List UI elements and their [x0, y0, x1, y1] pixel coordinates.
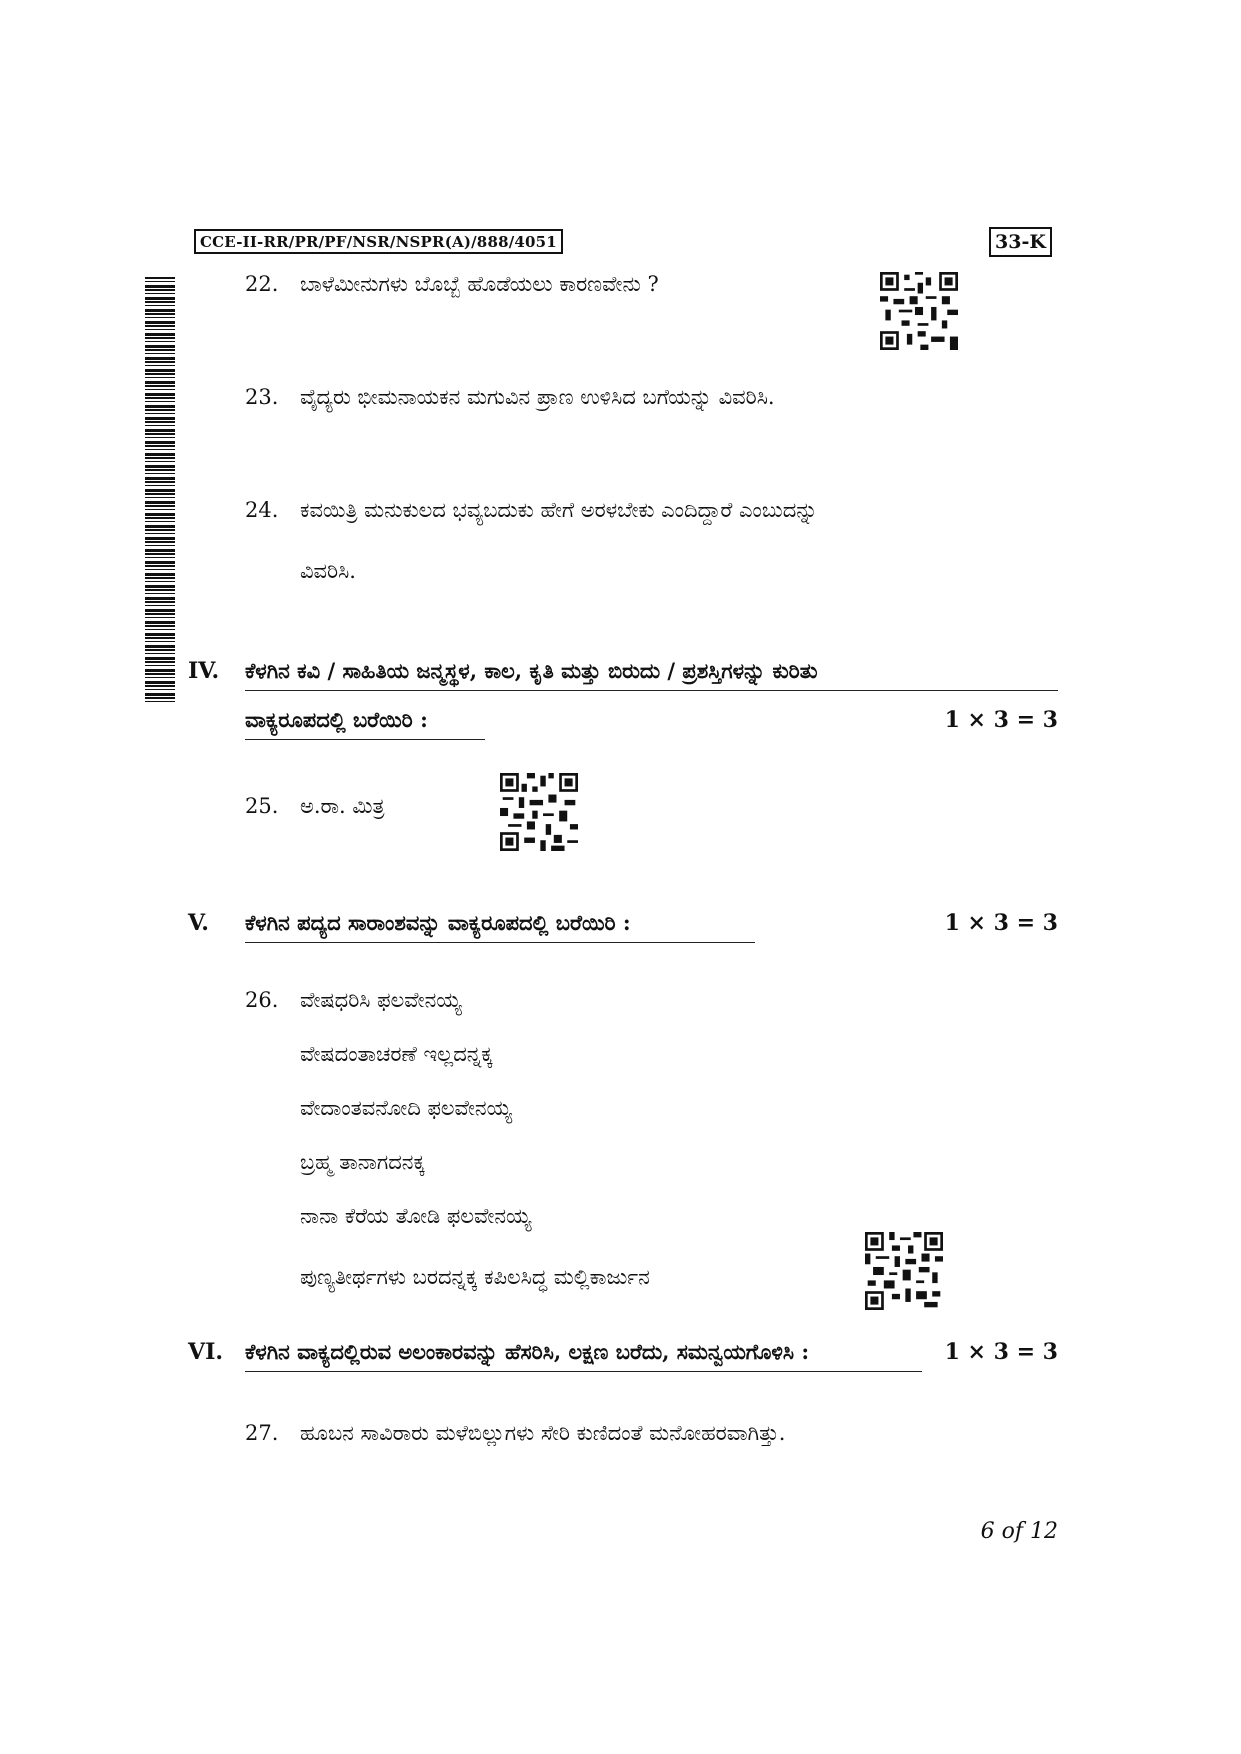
question-27	[245, 1419, 785, 1447]
question-24	[245, 496, 817, 524]
section-vi-underline	[245, 1371, 922, 1372]
section-v-heading: ಕೆಳಗಿನ ಪದ್ಯದ ಸಾರಾಂಶವನ್ನು ವಾಕ್ಯರೂಪದಲ್ಲಿ ಬರೆಯಿರಿ :	[245, 910, 631, 935]
question-number: 22.	[245, 272, 279, 296]
question-text: ವೈದ್ಯರು ಭೀಮನಾಯಕನ ಮಗುವಿನ ಪ್ರಾಣ ಉಳಿಸಿದ ಬಗೆಯನ್ನು ವಿವರಿಸಿ.	[300, 385, 775, 409]
question-number: 23.	[245, 385, 279, 409]
qr-code-icon	[880, 272, 958, 350]
question-number: 25.	[245, 794, 279, 818]
question-24-line2: ವಿವರಿಸಿ.	[300, 559, 356, 583]
section-v-number: V.	[188, 910, 209, 936]
section-iv-underline-2	[245, 739, 485, 740]
question-paper-code: CCE-II-RR/PR/PF/NSR/NSPR(A)/888/4051	[194, 229, 563, 254]
question-number: 24.	[245, 498, 279, 522]
section-iv-number: IV.	[188, 658, 220, 684]
poem-line-6: ಪುಣ್ಯತೀರ್ಥಗಳು ಬರದನ್ನಕ್ಕ ಕಪಿಲಸಿದ್ಧ ಮಲ್ಲಿಕಾರ್ಜುನ	[300, 1265, 650, 1289]
section-vi-number: VI.	[188, 1339, 224, 1365]
poem-line-3: ವೇದಾಂತವನೋದಿ ಫಲವೇನಯ್ಯ	[300, 1096, 512, 1120]
qr-code-icon	[500, 773, 578, 851]
section-vi-marks: 1 × 3 = 3	[944, 1339, 1058, 1365]
question-text-line1: ಕವಯಿತ್ರಿ ಮನುಕುಲದ ಭವ್ಯಬದುಕು ಹೇಗೆ ಅರಳಬೇಕು ಎಂದಿದ್ದಾರೆ ಎಂಬುದನ್ನು	[300, 498, 818, 522]
section-iv-heading-line2: ವಾಕ್ಯರೂಪದಲ್ಲಿ ಬರೆಯಿರಿ :	[245, 707, 428, 732]
poem-line-5: ನಾನಾ ಕೆರೆಯ ತೋಡಿ ಫಲವೇನಯ್ಯ	[300, 1204, 532, 1228]
qr-code-icon	[865, 1232, 943, 1310]
section-iv-underline-1	[245, 690, 1058, 691]
question-text: ಅ.ರಾ. ಮಿತ್ರ	[300, 794, 385, 818]
section-iv-marks: 1 × 3 = 3	[944, 707, 1058, 733]
poem-line-4: ಬ್ರಹ್ಮ ತಾನಾಗದನಕ್ಕ	[300, 1150, 425, 1174]
page-number: 6 of 12	[980, 1519, 1058, 1544]
poem-line-2: ವೇಷದಂತಾಚರಣೆ ಇಲ್ಲದನ್ನಕ್ಕ	[300, 1042, 493, 1066]
subject-code-badge: 33-K	[989, 227, 1052, 257]
question-text: ಹೂಬನ ಸಾವಿರಾರು ಮಳೆಬಿಲ್ಲುಗಳು ಸೇರಿ ಕುಣಿದಂತೆ ಮನೋಹರವಾಗಿತ್ತು.	[300, 1421, 786, 1445]
section-iv-heading-line1: ಕೆಳಗಿನ ಕವಿ / ಸಾಹಿತಿಯ ಜನ್ಮಸ್ಥಳ, ಕಾಲ, ಕೃತಿ ಮತ್ತು ಬಿರುದು / ಪ್ರಶಸ್ತಿಗಳನ್ನು ಕುರಿತು	[245, 658, 818, 683]
barcode-icon	[145, 277, 175, 703]
section-vi-heading: ಕೆಳಗಿನ ವಾಕ್ಯದಲ್ಲಿರುವ ಅಲಂಕಾರವನ್ನು ಹೆಸರಿಸಿ, ಲಕ್ಷಣ ಬರೆದು, ಸಮನ್ವಯಗೊಳಿಸಿ :	[245, 1339, 810, 1364]
question-number: 26.	[245, 988, 279, 1012]
question-25	[245, 792, 384, 820]
section-v-marks: 1 × 3 = 3	[944, 910, 1058, 936]
question-text: ಬಾಳೆಮೀನುಗಳು ಬೊಬ್ಬೆ ಹೊಡೆಯಲು ಕಾರಣವೇನು ?	[300, 272, 659, 296]
question-26	[245, 986, 462, 1014]
question-22	[245, 270, 659, 298]
section-v-underline	[245, 942, 755, 943]
question-23	[245, 383, 775, 411]
poem-line-1: ವೇಷಧರಿಸಿ ಫಲವೇನಯ್ಯ	[300, 988, 462, 1012]
question-number: 27.	[245, 1421, 279, 1445]
